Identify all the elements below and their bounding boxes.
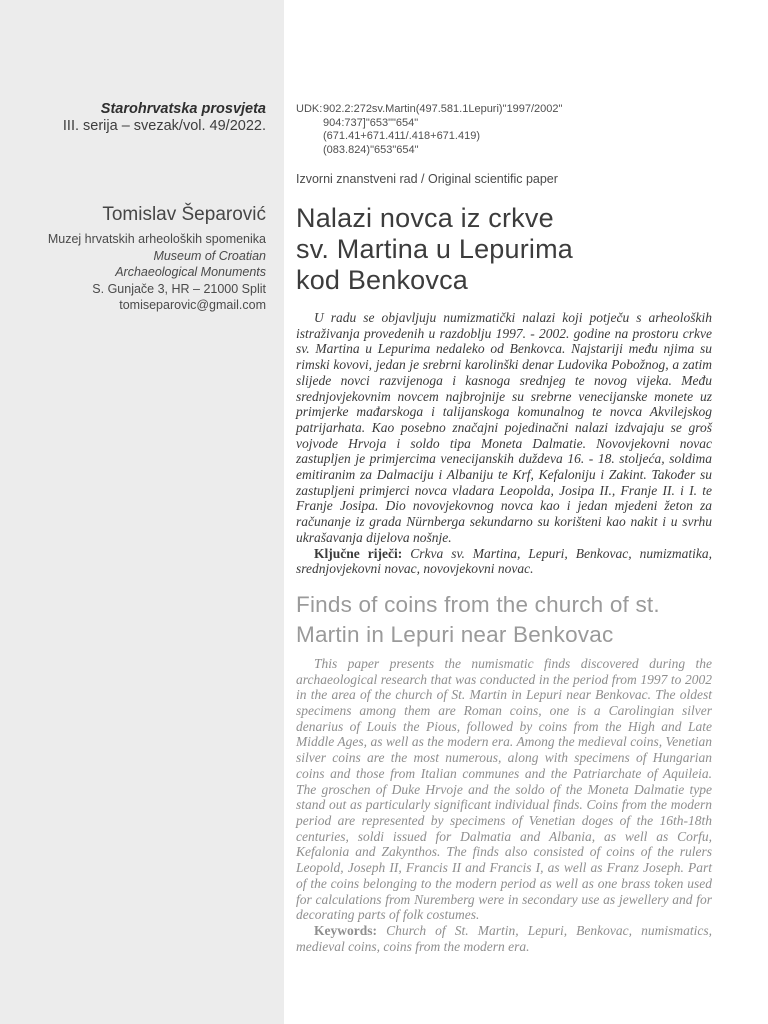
title-hr-line2: sv. Martina u Lepurima <box>296 234 574 264</box>
author-affiliation-en-line2: Archaeological Monuments <box>115 265 266 279</box>
title-hr-line3: kod Benkovca <box>296 265 469 295</box>
article-main-column <box>296 0 712 954</box>
udk-lines <box>323 103 562 157</box>
author-email: tomiseparovic@gmail.com <box>119 298 266 312</box>
author-affiliation-en-line1: Museum of Croatian <box>153 248 266 263</box>
udk-line-4: (083.824)"653"654" <box>323 143 419 156</box>
udk-line-1: 902.2:272sv.Martin(497.581.1Lepuri)"1997/2002" <box>323 103 563 115</box>
abstract-english-text: This paper presents the numismatic finds discovered during the archaeological research that was conducted in the period from 1997 to 2002 in the area of the church of St. Martin in Lepuri near Benkovac. The oldest specimens among them are Roman coins, one is a Carolingian silver denarius of Louis the Pious, followed by coins from the High and Late Middle Ages, as well as the modern era. Among the medieval coins, Venetian silver coins are the most numerous, along with specimens of Hungarian coins and those from Italian communes and the Patriarchate of Aquileia. The groschen of Duke Hrvoje and the soldo of the Moneta Dalmatie type stand out as particularly significant individual finds. Coins from the modern period are represented by specimens of Venetian doges of the 16th-18th centuries, soldi issued for Dalmatia and Albania, as well as Corfu, Kefalonia and Zakynthos. The finds also consisted of coins of the rulers Leopold, Joseph II, Francis II and Francis I, as well as Franz Joseph. Part of the coins belonging to the modern period as well as one brass token used for calculations from Nuremberg were in secondary use as jewellery and for decorating parts of folk costumes. <box>296 655 712 923</box>
journal-header <box>0 101 266 135</box>
udk-label: UDK: <box>296 103 323 115</box>
journal-issue: III. serija – svezak/vol. 49/2022. <box>62 118 266 134</box>
abstract-croatian <box>296 310 712 577</box>
article-type-label: Izvorni znanstveni rad / Original scientific paper <box>296 172 558 186</box>
keywords-croatian-label: Ključne riječi: <box>314 545 403 561</box>
title-en-line2: Martin in Lepuri near Benkovac <box>296 621 614 647</box>
title-hr-line1: Nalazi novca iz crkve <box>296 203 554 233</box>
keywords-english-text: Church of St. Martin, Lepuri, Benkovac, numismatics, medieval coins, coins from the modern era. <box>296 922 712 954</box>
article-title-english <box>296 590 712 650</box>
abstract-english <box>296 656 712 954</box>
author-address: S. Gunjače 3, HR – 21000 Split <box>92 281 266 296</box>
author-name: Tomislav Šeparović <box>102 204 266 225</box>
keywords-english <box>296 923 712 954</box>
author-affiliation-hr: Muzej hrvatskih arheoloških spomenika <box>47 232 266 246</box>
keywords-croatian <box>296 546 712 577</box>
udk-block <box>296 103 712 157</box>
title-en-line1: Finds of coins from the church of st. <box>296 591 660 617</box>
udk-line-2: 904:737]"653""654" <box>323 116 419 129</box>
author-block <box>0 203 266 314</box>
journal-title: Starohrvatska prosvjeta <box>100 101 266 117</box>
udk-line-3: (671.41+671.411/.418+671.419) <box>323 130 480 142</box>
keywords-croatian-text: Crkva sv. Martina, Lepuri, Benkovac, numizmatika, srednjovjekovni novac, novovjekovni novac. <box>296 545 713 577</box>
left-column-background <box>0 0 284 1024</box>
keywords-english-label: Keywords: <box>314 922 377 938</box>
abstract-croatian-text: U radu se objavljuju numizmatički nalazi koji potječu s arheoloških istraživanja provedenih u razdoblju 1997. - 2002. godine na prostoru crkve sv. Martina u Lepurima nedaleko od Benkovca. Najstariji među njima su rimski kovovi, jedan je srebrni karolinški denar Ludovika Pobožnog, a zatim slijede novci razvijenoga i kasnoga srednjeg te novog vijeka. Među srednjovjekovnim novcem najbrojnije su srebrne venecijanske monete uz primjerke mađarskoga i talijanskoga komunalnog te novca Akvilejskog patrijarhata. Kao posebno značajni pojedinačni nalazi izdvajaju se groš vojvode Hrvoja i soldo tipa Moneta Dalmatie. Novovjekovni novac zastupljen je primjercima venecijanskih duždeva 16. - 18. stoljeća, soldima emitiranim za Dalmaciju i Albaniju te Krf, Kefaloniju i Zakint. Također su zastupljeni primjerci novca vladara Leopolda, Josipa II., Franje II. i I. te Franje Josipa. Dio novovjekovnog novca kao i jedan mjedeni žeton za računanje iz grada Nürnberga sekundarno su korišteni kao nakit i u svrhu ukrašavanja dijelova nošnje. <box>296 310 712 545</box>
article-title-croatian <box>296 203 712 296</box>
